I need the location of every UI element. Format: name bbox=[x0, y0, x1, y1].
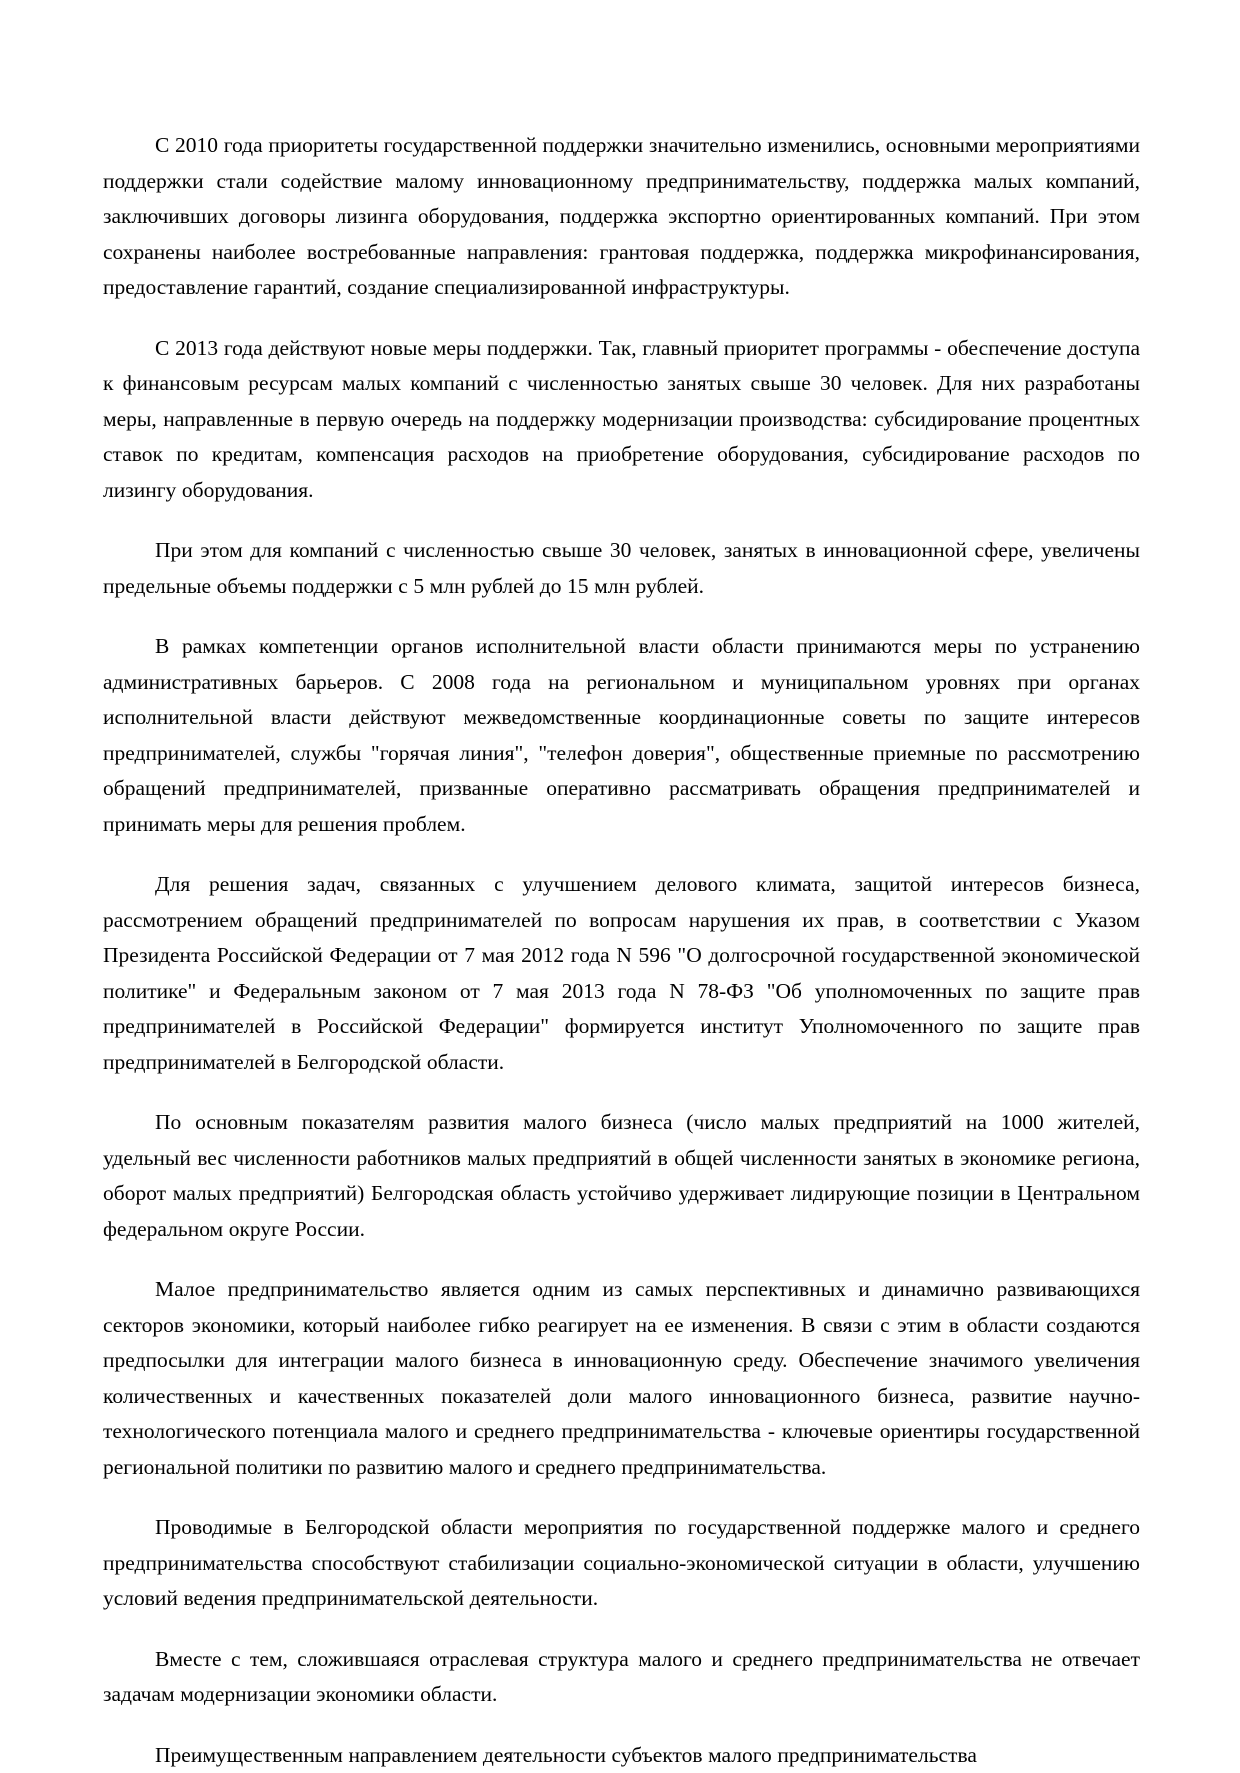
paragraph-8: Проводимые в Белгородской области мероприятия по государственной поддержке малого и среднего предпринимательства способствуют стабилизации социально-экономической ситуации в области, улучшению условий ведения предпринимательской деятельности. bbox=[103, 1510, 1140, 1617]
paragraph-1: С 2010 года приоритеты государственной поддержки значительно изменились, основными мероприятиями поддержки стали содействие малому инновационному предпринимательству, поддержка малых компаний, заключивших договоры лизинга оборудования, поддержка экспортно ориентированных компаний. При этом сохранены наиболее востребованные направления: грантовая поддержка, поддержка микрофинансирования, предоставление гарантий, создание специализированной инфраструктуры. bbox=[103, 128, 1140, 306]
paragraph-3: При этом для компаний с численностью свыше 30 человек, занятых в инновационной сфере, увеличены предельные объемы поддержки с 5 млн рублей до 15 млн рублей. bbox=[103, 533, 1140, 604]
paragraph-7: Малое предпринимательство является одним из самых перспективных и динамично развивающихся секторов экономики, который наиболее гибко реагирует на ее изменения. В связи с этим в области создаются предпосылки для интеграции малого бизнеса в инновационную среду. Обеспечение значимого увеличения количественных и качественных показателей доли малого инновационного бизнеса, развитие научно-технологического потенциала малого и среднего предпринимательства - ключевые ориентиры государственной региональной политики по развитию малого и среднего предпринимательства. bbox=[103, 1272, 1140, 1485]
paragraph-6: По основным показателям развития малого бизнеса (число малых предприятий на 1000 жителей, удельный вес численности работников малых предприятий в общей численности занятых в экономике региона, оборот малых предприятий) Белгородская область устойчиво удерживает лидирующие позиции в Центральном федеральном округе России. bbox=[103, 1105, 1140, 1247]
paragraph-9: Вместе с тем, сложившаяся отраслевая структура малого и среднего предпринимательства не отвечает задачам модернизации экономики области. bbox=[103, 1642, 1140, 1713]
paragraph-5: Для решения задач, связанных с улучшением делового климата, защитой интересов бизнеса, рассмотрением обращений предпринимателей по вопросам нарушения их прав, в соответствии с Указом Президента Российской Федерации от 7 мая 2012 года N 596 "О долгосрочной государственной экономической политике" и Федеральным законом от 7 мая 2013 года N 78-ФЗ "Об уполномоченных по защите прав предпринимателей в Российской Федерации" формируется институт Уполномоченного по защите прав предпринимателей в Белгородской области. bbox=[103, 867, 1140, 1080]
document-text-column bbox=[103, 128, 1140, 1773]
paragraph-2: С 2013 года действуют новые меры поддержки. Так, главный приоритет программы - обеспечение доступа к финансовым ресурсам малых компаний с численностью занятых свыше 30 человек. Для них разработаны меры, направленные в первую очередь на поддержку модернизации производства: субсидирование процентных ставок по кредитам, компенсация расходов на приобретение оборудования, субсидирование расходов по лизингу оборудования. bbox=[103, 331, 1140, 509]
paragraph-10: Преимущественным направлением деятельности субъектов малого предпринимательства bbox=[103, 1738, 1140, 1773]
paragraph-4: В рамках компетенции органов исполнительной власти области принимаются меры по устранению административных барьеров. С 2008 года на региональном и муниципальном уровнях при органах исполнительной власти действуют межведомственные координационные советы по защите интересов предпринимателей, службы "горячая линия", "телефон доверия", общественные приемные по рассмотрению обращений предпринимателей, призванные оперативно рассматривать обращения предпринимателей и принимать меры для решения проблем. bbox=[103, 629, 1140, 842]
